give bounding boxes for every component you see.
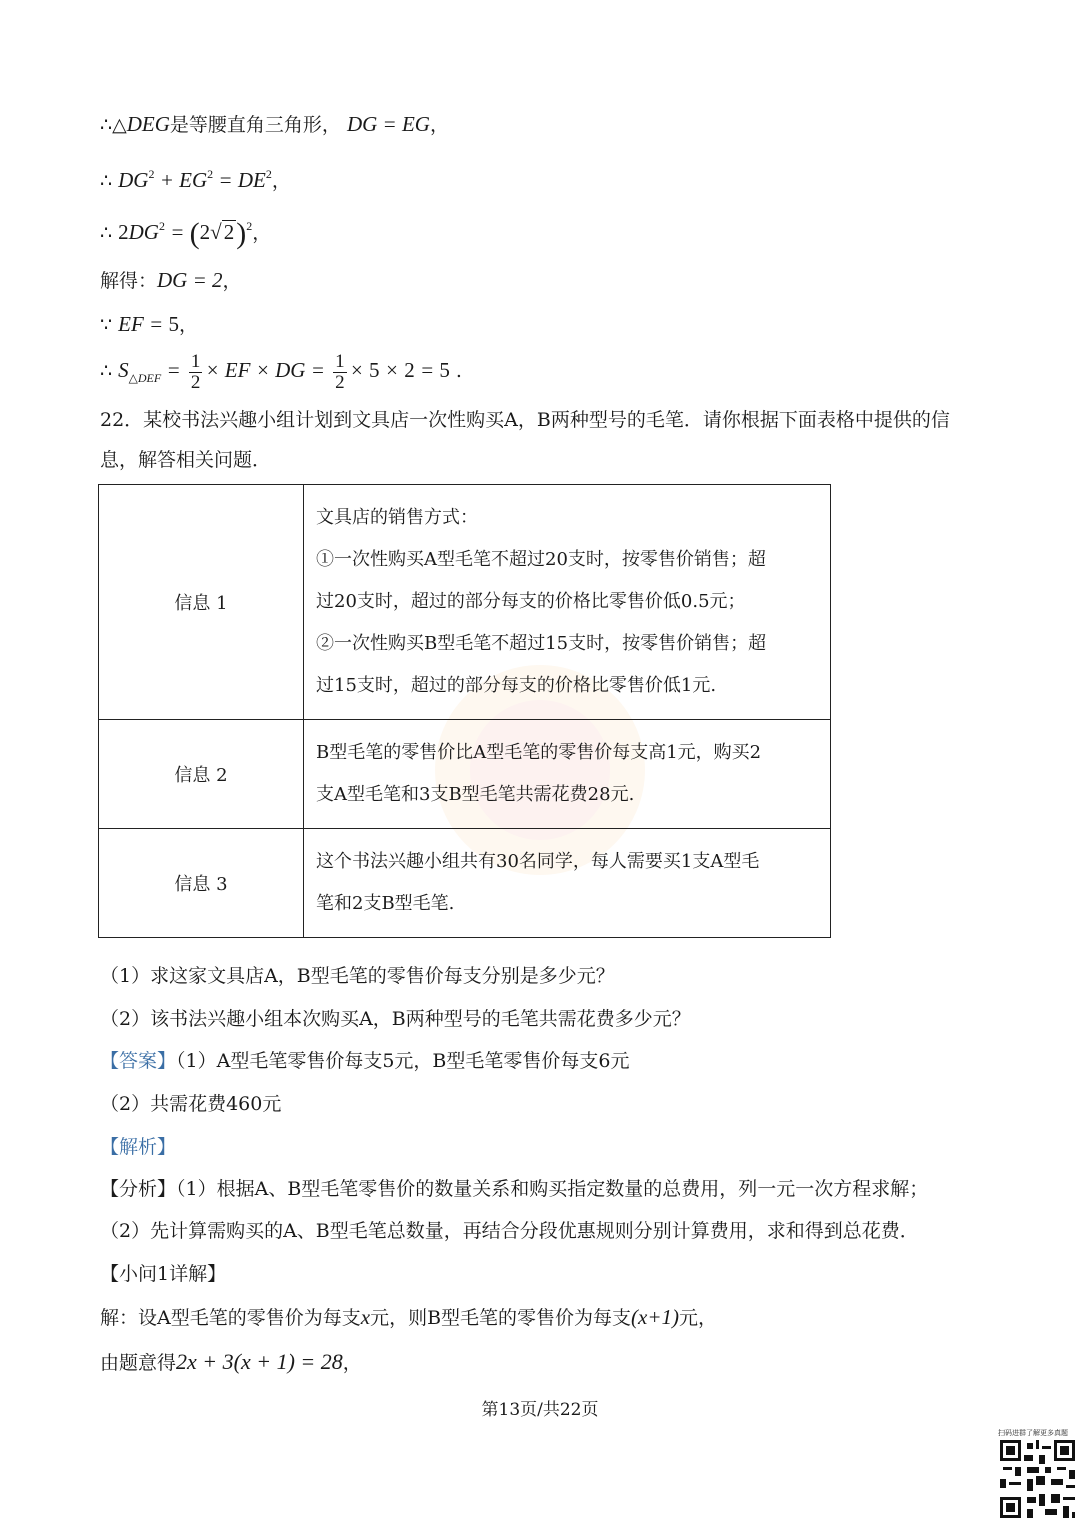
solution-line-2: 由题意得2x + 3(x + 1) = 28，	[100, 1349, 362, 1374]
row-content	[304, 720, 831, 829]
row-label: 信息 1	[99, 485, 304, 720]
content-line: 笔和2支B型毛笔.	[316, 893, 455, 914]
qr-caption: 扫码进群了解更多真题	[998, 1429, 1068, 1437]
row-label: 信息 2	[99, 720, 304, 829]
answer-line-2: （2）共需花费460元	[100, 1093, 282, 1115]
content-line: ①一次性购买A型毛笔不超过20支时，按零售价销售；超	[316, 549, 766, 570]
row-content	[304, 829, 831, 938]
content-line: 支A型毛笔和3支B型毛笔共需花费28元.	[316, 784, 635, 805]
analysis-line-2: （2）先计算需购买的A、B型毛笔总数量，再结合分段优惠规则分别计算费用，求和得到总花费．	[100, 1220, 919, 1242]
content-line: 这个书法兴趣小组共有30名同学，每人需要买1支A型毛	[316, 851, 760, 872]
proof-line-4: 解得：DG = 2，	[100, 268, 242, 292]
page-footer: 第13页/共22页	[481, 1400, 599, 1420]
subquestion-1: （1）求这家文具店A，B型毛笔的零售价每支分别是多少元？	[100, 965, 615, 987]
table-row	[99, 829, 831, 938]
question-22: 22．某校书法兴趣小组计划到文具店一次性购买A，B两种型号的毛笔．请你根据下面表格中提供的信息，解答相关问题．	[100, 409, 950, 471]
row-label: 信息 3	[99, 829, 304, 938]
proof-line-5: ∵ EF = 5，	[100, 312, 198, 336]
qr-code-icon	[1000, 1440, 1075, 1518]
content-line: 过20支时，超过的部分每支的价格比零售价低0.5元；	[316, 591, 746, 612]
table-row	[99, 720, 831, 829]
table-row	[99, 485, 831, 720]
answer-line-1: 【答案】（1）A型毛笔零售价每支5元，B型毛笔零售价每支6元	[100, 1050, 630, 1072]
proof-line-6: ∴ $S_{\triangle DEF}$ = $\frac{1}{2}$ × EF × DG = $\frac{1}{2}$ × 5 × 2 = 5 .	[100, 350, 462, 393]
content-line: 过15支时，超过的部分每支的价格比零售价低1元.	[316, 675, 717, 696]
info-table	[98, 484, 831, 938]
analysis-tag: 【解析】	[100, 1136, 177, 1158]
content-line: 文具店的销售方式：	[316, 507, 478, 528]
content-line: ②一次性购买B型毛笔不超过15支时，按零售价销售；超	[316, 633, 767, 654]
proof-line-3: ∴ $2DG^2 = (2√2)^2$，	[100, 217, 272, 250]
answer-tag: 【答案】	[100, 1050, 177, 1072]
detail-tag: 【小问1详解】	[100, 1263, 227, 1285]
subquestion-2: （2）该书法兴趣小组本次购买A，B两种型号的毛笔共需花费多少元？	[100, 1008, 691, 1030]
proof-line-2: ∴ $DG^2 + EG^2 = DE^2$，	[100, 167, 291, 192]
row-content	[304, 485, 831, 720]
solution-line-1: 解：设A型毛笔的零售价为每支x元，则B型毛笔的零售价为每支(x+1)元，	[100, 1305, 718, 1329]
content-line: B型毛笔的零售价比A型毛笔的零售价每支高1元，购买2	[316, 742, 762, 763]
analysis-line-1: 【分析】（1）根据A、B型毛笔零售价的数量关系和购买指定数量的总费用，列一元一次方程求解；	[100, 1178, 929, 1200]
proof-line-1: ∴△DEG是等腰直角三角形， DG = EG，	[100, 112, 449, 136]
